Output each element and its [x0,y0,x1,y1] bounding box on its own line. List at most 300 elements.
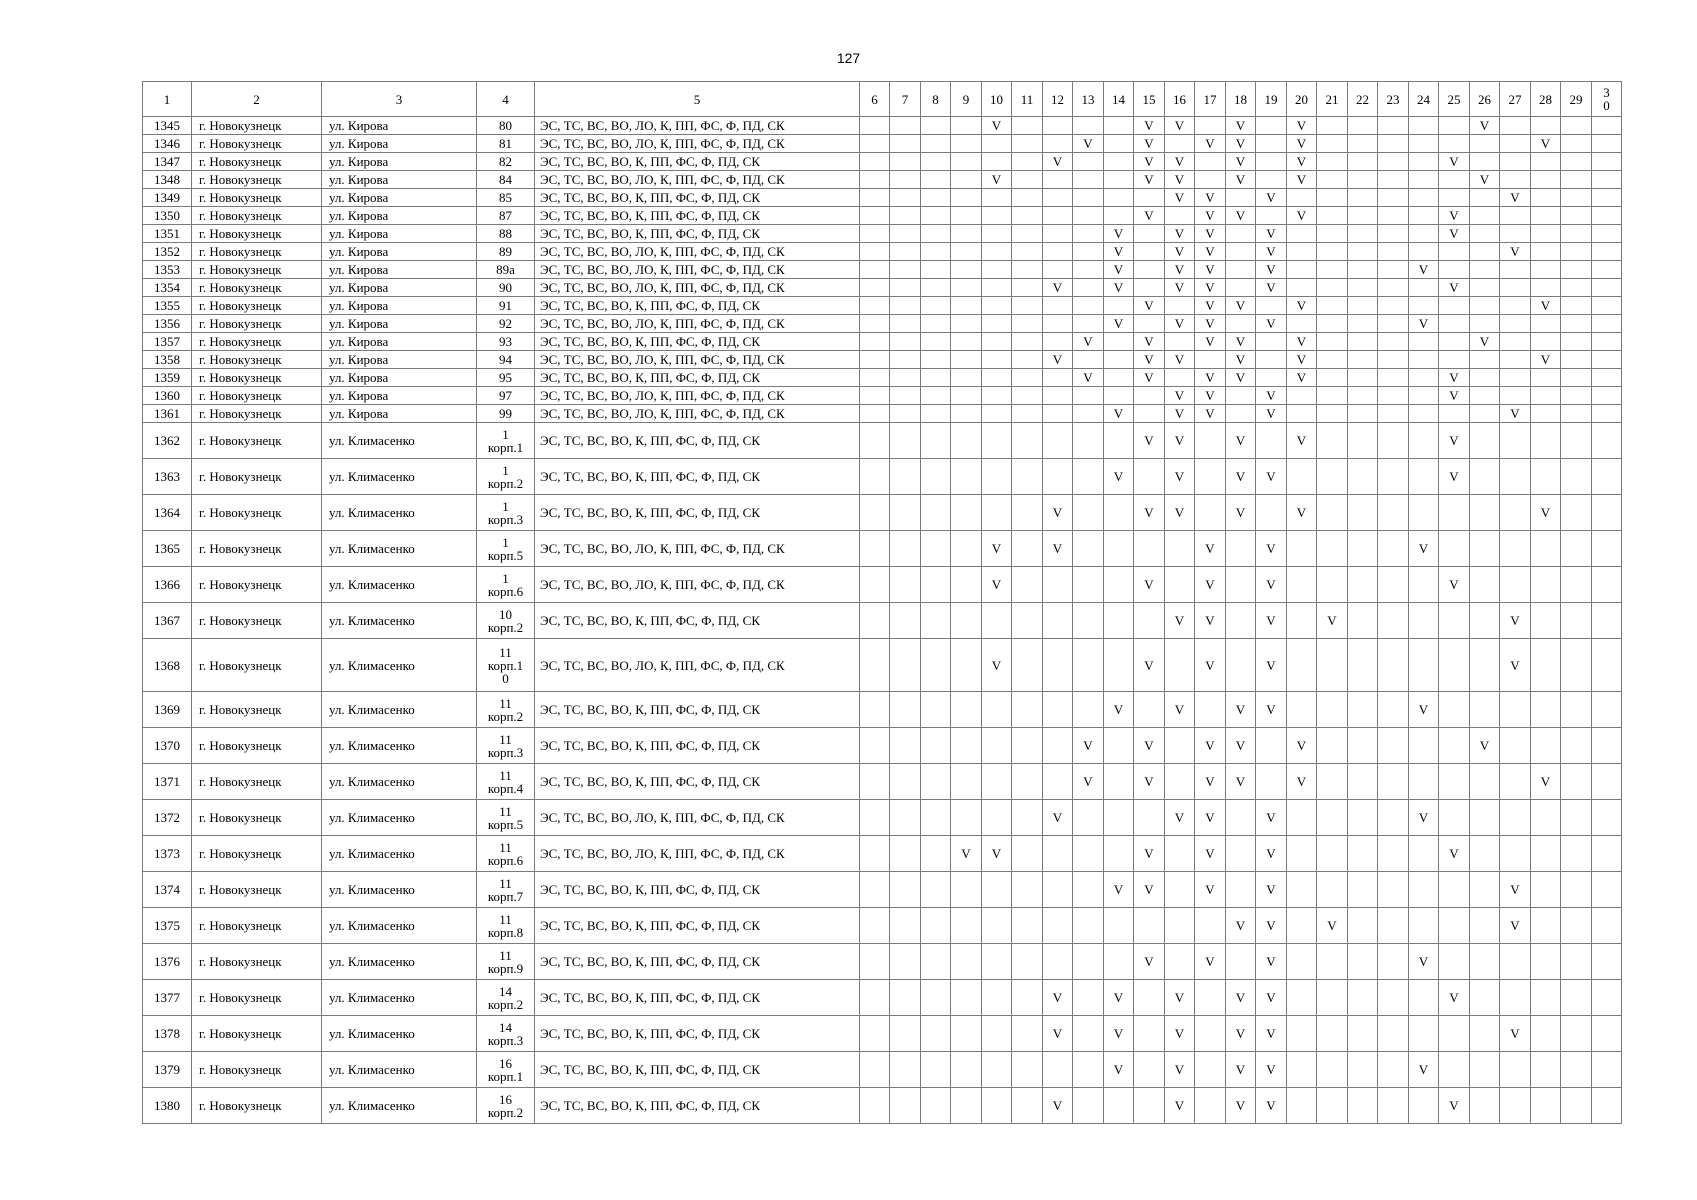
row-number-cell: 1352 [143,243,192,261]
empty-cell [921,944,951,980]
column-header-22: 22 [1348,82,1378,117]
empty-cell [860,207,890,225]
house-cell: 14 корп.2 [477,980,535,1016]
empty-cell [921,1088,951,1124]
check-mark: V [1043,279,1073,297]
empty-cell [1287,261,1317,279]
empty-cell [1012,225,1043,243]
empty-cell [890,872,921,908]
check-mark: V [1226,135,1256,153]
house-cell: 11 корп.7 [477,872,535,908]
empty-cell [1134,800,1165,836]
empty-cell [1378,315,1409,333]
empty-cell [1195,1016,1226,1052]
empty-cell [1134,908,1165,944]
check-mark: V [1256,800,1287,836]
empty-cell [1134,387,1165,405]
empty-cell [1409,153,1439,171]
empty-cell [1348,567,1378,603]
empty-cell [1317,836,1348,872]
house-cell: 11 корп.8 [477,908,535,944]
empty-cell [921,908,951,944]
empty-cell [1500,944,1531,980]
empty-cell [1317,261,1348,279]
house-cell: 94 [477,351,535,369]
check-mark: V [1073,135,1104,153]
empty-cell [1378,459,1409,495]
table-row [143,836,1622,872]
empty-cell [1409,872,1439,908]
empty-cell [1592,639,1622,692]
check-mark: V [1104,261,1134,279]
city-cell: г. Новокузнецк [192,117,322,135]
empty-cell [1592,459,1622,495]
table-row [143,603,1622,639]
empty-cell [1531,405,1561,423]
empty-cell [1409,207,1439,225]
house-cell: 89а [477,261,535,279]
empty-cell [860,297,890,315]
city-cell: г. Новокузнецк [192,459,322,495]
street-cell: ул. Кирова [322,387,477,405]
check-mark: V [1195,261,1226,279]
street-cell: ул. Климасенко [322,531,477,567]
empty-cell [1592,1088,1622,1124]
street-cell: ул. Климасенко [322,495,477,531]
empty-cell [1104,944,1134,980]
empty-cell [1134,243,1165,261]
empty-cell [921,189,951,207]
empty-cell [1470,279,1500,297]
empty-cell [860,800,890,836]
empty-cell [1561,261,1592,279]
street-cell: ул. Климасенко [322,603,477,639]
empty-cell [1439,639,1470,692]
check-mark: V [1256,944,1287,980]
empty-cell [1470,243,1500,261]
empty-cell [951,351,982,369]
empty-cell [1226,225,1256,243]
city-cell: г. Новокузнецк [192,603,322,639]
empty-cell [1409,225,1439,243]
empty-cell [1317,297,1348,315]
house-cell: 1 корп.3 [477,495,535,531]
empty-cell [1561,1016,1592,1052]
empty-cell [1561,153,1592,171]
empty-cell [860,908,890,944]
row-number-cell: 1366 [143,567,192,603]
row-number-cell: 1362 [143,423,192,459]
empty-cell [1317,315,1348,333]
empty-cell [860,1016,890,1052]
empty-cell [1439,495,1470,531]
check-mark: V [1256,639,1287,692]
check-mark: V [1470,728,1500,764]
services-cell: ЭС, ТС, ВС, ВО, К, ПП, ФС, Ф, ПД, СК [535,764,860,800]
empty-cell [1195,692,1226,728]
street-cell: ул. Климасенко [322,639,477,692]
empty-cell [1439,117,1470,135]
street-cell: ул. Климасенко [322,908,477,944]
empty-cell [1470,207,1500,225]
empty-cell [1409,369,1439,387]
table-row [143,315,1622,333]
empty-cell [951,243,982,261]
empty-cell [1043,944,1073,980]
services-cell: ЭС, ТС, ВС, ВО, ЛО, К, ПП, ФС, Ф, ПД, СК [535,387,860,405]
house-cell: 16 корп.1 [477,1052,535,1088]
empty-cell [921,297,951,315]
empty-cell [890,333,921,351]
check-mark: V [1409,531,1439,567]
house-cell: 1 корп.6 [477,567,535,603]
house-cell: 14 корп.3 [477,1016,535,1052]
street-cell: ул. Климасенко [322,1016,477,1052]
empty-cell [1531,603,1561,639]
empty-cell [1165,836,1195,872]
column-header-26: 26 [1470,82,1500,117]
services-cell: ЭС, ТС, ВС, ВО, К, ПП, ФС, Ф, ПД, СК [535,153,860,171]
empty-cell [1134,189,1165,207]
empty-cell [1348,405,1378,423]
check-mark: V [1500,405,1531,423]
check-mark: V [1500,908,1531,944]
table-row [143,243,1622,261]
row-number-cell: 1358 [143,351,192,369]
row-number-cell: 1356 [143,315,192,333]
row-number-cell: 1372 [143,800,192,836]
row-number-cell: 1380 [143,1088,192,1124]
empty-cell [1531,225,1561,243]
empty-cell [1287,836,1317,872]
empty-cell [1500,692,1531,728]
empty-cell [860,603,890,639]
empty-cell [1439,908,1470,944]
empty-cell [1348,261,1378,279]
empty-cell [951,800,982,836]
empty-cell [1073,279,1104,297]
empty-cell [1592,836,1622,872]
empty-cell [1287,387,1317,405]
empty-cell [951,728,982,764]
services-cell: ЭС, ТС, ВС, ВО, ЛО, К, ПП, ФС, Ф, ПД, СК [535,531,860,567]
empty-cell [1500,279,1531,297]
empty-cell [1073,639,1104,692]
empty-cell [890,297,921,315]
empty-cell [1043,764,1073,800]
empty-cell [1470,153,1500,171]
check-mark: V [1195,333,1226,351]
column-header-15: 15 [1134,82,1165,117]
empty-cell [982,980,1012,1016]
empty-cell [1012,369,1043,387]
street-cell: ул. Климасенко [322,800,477,836]
table-row [143,692,1622,728]
column-header-9: 9 [951,82,982,117]
check-mark: V [1195,531,1226,567]
empty-cell [890,836,921,872]
street-cell: ул. Климасенко [322,944,477,980]
empty-cell [1378,135,1409,153]
empty-cell [1500,117,1531,135]
street-cell: ул. Климасенко [322,872,477,908]
empty-cell [1195,495,1226,531]
row-number-cell: 1346 [143,135,192,153]
empty-cell [1378,1088,1409,1124]
empty-cell [1592,243,1622,261]
city-cell: г. Новокузнецк [192,297,322,315]
empty-cell [890,153,921,171]
check-mark: V [1287,728,1317,764]
empty-cell [1470,639,1500,692]
empty-cell [951,171,982,189]
check-mark: V [1165,1088,1195,1124]
empty-cell [860,639,890,692]
empty-cell [1043,603,1073,639]
house-cell: 90 [477,279,535,297]
empty-cell [951,279,982,297]
check-mark: V [982,117,1012,135]
check-mark: V [1287,495,1317,531]
empty-cell [1043,872,1073,908]
check-mark: V [982,639,1012,692]
check-mark: V [1165,117,1195,135]
empty-cell [1256,764,1287,800]
empty-cell [1012,872,1043,908]
empty-cell [921,567,951,603]
check-mark: V [1195,567,1226,603]
house-cell: 11 корп.2 [477,692,535,728]
empty-cell [1500,567,1531,603]
empty-cell [982,207,1012,225]
empty-cell [1561,567,1592,603]
page-number: 127 [836,50,861,66]
empty-cell [1256,135,1287,153]
check-mark: V [1256,261,1287,279]
empty-cell [1592,405,1622,423]
table-row [143,531,1622,567]
check-mark: V [1439,153,1470,171]
check-mark: V [1043,980,1073,1016]
empty-cell [1531,1016,1561,1052]
empty-cell [1378,207,1409,225]
empty-cell [890,1052,921,1088]
check-mark: V [1226,1088,1256,1124]
empty-cell [890,261,921,279]
house-cell: 16 корп.2 [477,1088,535,1124]
row-number-cell: 1359 [143,369,192,387]
city-cell: г. Новокузнецк [192,351,322,369]
empty-cell [1287,944,1317,980]
check-mark: V [1195,405,1226,423]
check-mark: V [1287,764,1317,800]
empty-cell [1500,980,1531,1016]
check-mark: V [1226,728,1256,764]
empty-cell [1287,243,1317,261]
empty-cell [890,531,921,567]
empty-cell [890,692,921,728]
empty-cell [1317,800,1348,836]
check-mark: V [1195,639,1226,692]
empty-cell [1012,800,1043,836]
city-cell: г. Новокузнецк [192,315,322,333]
empty-cell [890,369,921,387]
empty-cell [1348,639,1378,692]
check-mark: V [1226,908,1256,944]
check-mark: V [1165,387,1195,405]
empty-cell [1561,351,1592,369]
empty-cell [1165,297,1195,315]
empty-cell [890,567,921,603]
empty-cell [1104,153,1134,171]
table-row [143,423,1622,459]
empty-cell [1317,567,1348,603]
row-number-cell: 1361 [143,405,192,423]
check-mark: V [1165,261,1195,279]
empty-cell [1134,980,1165,1016]
house-cell: 85 [477,189,535,207]
row-number-cell: 1374 [143,872,192,908]
empty-cell [982,333,1012,351]
empty-cell [1317,639,1348,692]
empty-cell [890,315,921,333]
street-cell: ул. Кирова [322,225,477,243]
check-mark: V [1531,297,1561,315]
empty-cell [1226,243,1256,261]
street-cell: ул. Кирова [322,315,477,333]
table-row [143,369,1622,387]
empty-cell [890,423,921,459]
empty-cell [1348,153,1378,171]
empty-cell [1165,639,1195,692]
empty-cell [1104,639,1134,692]
empty-cell [1287,531,1317,567]
empty-cell [1378,261,1409,279]
empty-cell [1378,872,1409,908]
services-cell: ЭС, ТС, ВС, ВО, ЛО, К, ПП, ФС, Ф, ПД, СК [535,405,860,423]
check-mark: V [1165,315,1195,333]
empty-cell [1470,225,1500,243]
empty-cell [982,944,1012,980]
services-cell: ЭС, ТС, ВС, ВО, ЛО, К, ПП, ФС, Ф, ПД, СК [535,800,860,836]
empty-cell [1104,495,1134,531]
empty-cell [1500,459,1531,495]
empty-cell [1378,351,1409,369]
check-mark: V [1409,315,1439,333]
empty-cell [1531,207,1561,225]
empty-cell [1043,567,1073,603]
empty-cell [860,495,890,531]
empty-cell [1561,944,1592,980]
empty-cell [1073,495,1104,531]
check-mark: V [1165,459,1195,495]
empty-cell [1378,1052,1409,1088]
empty-cell [1043,692,1073,728]
empty-cell [1561,333,1592,351]
check-mark: V [1134,117,1165,135]
empty-cell [1592,728,1622,764]
empty-cell [1073,836,1104,872]
street-cell: ул. Кирова [322,261,477,279]
check-mark: V [982,836,1012,872]
empty-cell [1531,872,1561,908]
house-cell: 92 [477,315,535,333]
empty-cell [1348,297,1378,315]
empty-cell [1592,387,1622,405]
city-cell: г. Новокузнецк [192,243,322,261]
empty-cell [1409,351,1439,369]
empty-cell [1409,171,1439,189]
empty-cell [1561,387,1592,405]
check-mark: V [1195,603,1226,639]
empty-cell [921,351,951,369]
empty-cell [1561,117,1592,135]
empty-cell [1592,944,1622,980]
house-cell: 1 корп.5 [477,531,535,567]
empty-cell [1470,261,1500,279]
empty-cell [1073,207,1104,225]
empty-cell [982,423,1012,459]
empty-cell [1226,836,1256,872]
services-cell: ЭС, ТС, ВС, ВО, К, ПП, ФС, Ф, ПД, СК [535,459,860,495]
empty-cell [1378,728,1409,764]
empty-cell [1012,1052,1043,1088]
empty-cell [1287,692,1317,728]
city-cell: г. Новокузнецк [192,135,322,153]
empty-cell [1470,423,1500,459]
empty-cell [1561,980,1592,1016]
empty-cell [951,980,982,1016]
empty-cell [1561,135,1592,153]
check-mark: V [1165,153,1195,171]
empty-cell [1073,261,1104,279]
empty-cell [982,459,1012,495]
empty-cell [1317,405,1348,423]
table-row [143,764,1622,800]
column-header-10: 10 [982,82,1012,117]
column-header-25: 25 [1439,82,1470,117]
street-cell: ул. Климасенко [322,836,477,872]
row-number-cell: 1364 [143,495,192,531]
empty-cell [1500,153,1531,171]
city-cell: г. Новокузнецк [192,692,322,728]
empty-cell [1409,908,1439,944]
empty-cell [1317,171,1348,189]
empty-cell [1561,1088,1592,1124]
empty-cell [921,315,951,333]
empty-cell [1470,567,1500,603]
empty-cell [1409,567,1439,603]
empty-cell [1012,1016,1043,1052]
empty-cell [1104,800,1134,836]
empty-cell [1439,531,1470,567]
column-header-17: 17 [1195,82,1226,117]
column-header-28: 28 [1531,82,1561,117]
empty-cell [1378,405,1409,423]
empty-cell [1561,908,1592,944]
house-cell: 91 [477,297,535,315]
empty-cell [1226,872,1256,908]
empty-cell [982,908,1012,944]
empty-cell [1500,351,1531,369]
check-mark: V [1134,836,1165,872]
check-mark: V [1165,1052,1195,1088]
empty-cell [1134,1016,1165,1052]
empty-cell [1409,459,1439,495]
empty-cell [890,207,921,225]
empty-cell [1043,243,1073,261]
empty-cell [1195,351,1226,369]
